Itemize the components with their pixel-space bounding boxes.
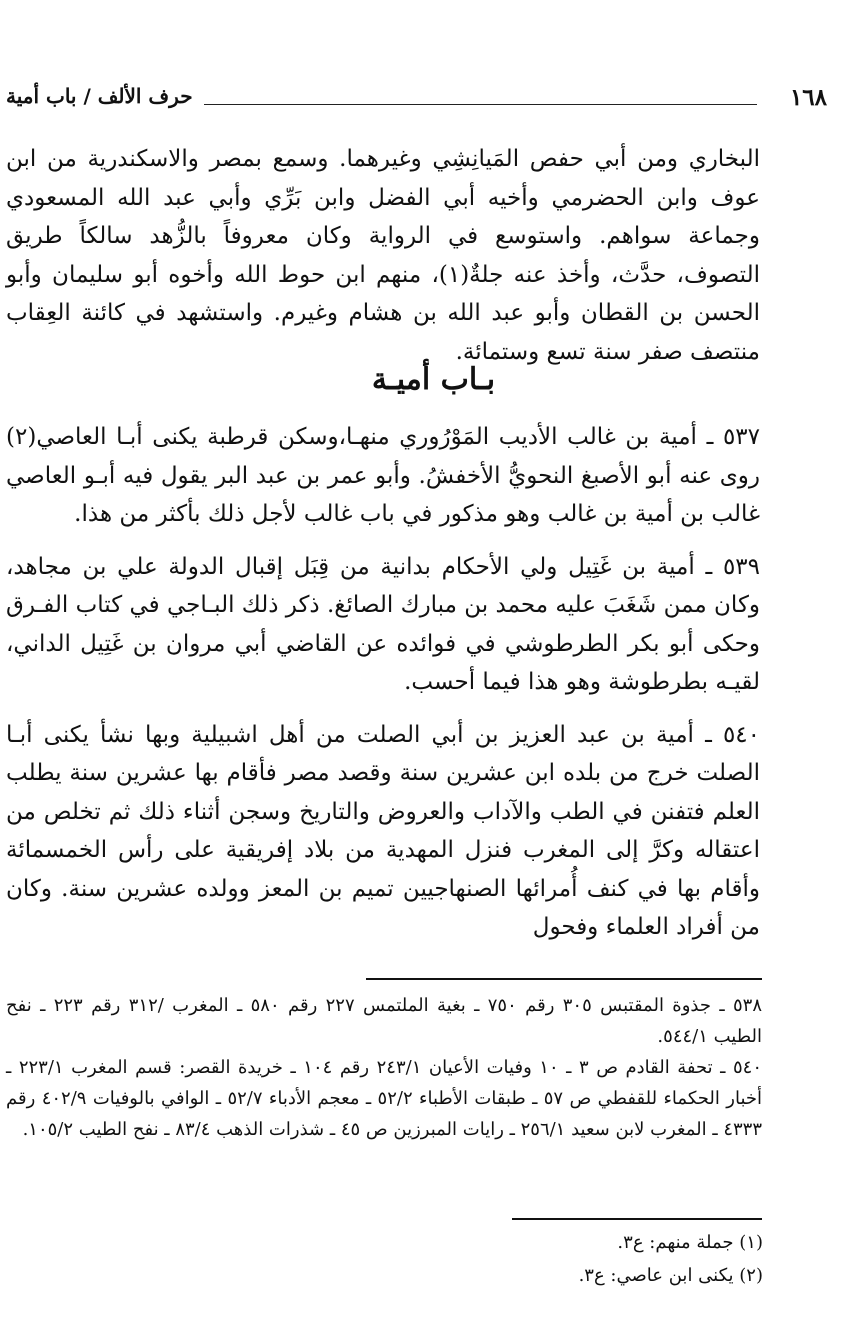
intro-text <box>6 140 760 371</box>
footnotes <box>363 1226 763 1292</box>
page-number: ١٦٨ <box>789 84 827 111</box>
header-rule <box>204 104 757 105</box>
footnote-1: (١) جملة منهم: ع٣. <box>617 1232 763 1253</box>
source-note-538: ٥٣٨ ـ جذوة المقتبس ٣٠٥ رقم ٧٥٠ ـ بغية الملتمس ٢٢٧ رقم ٥٨٠ ـ المغرب /٣١٢ رقم ٢٢٣ ـ نفح الطيب ٥٤٤/١. <box>6 995 762 1047</box>
entry-539: ٥٣٩ ـ أمية بن غَتِيل ولي الأحكام بدانية من قِبَل إقبال الدولة علي بن مجاهد، وكان ممن شَغَبَ عليه محمد بن مبارك الصائغ. ذكر ذلك البـاجي في كتاب الفـرق وحكى أبو بكر الطرطوشي في فوائده عن القاضي أبي مروان بن غَتِيل الداني، لقيـه بطرطوشة وهو هذا فيما أحسب. <box>6 553 760 695</box>
source-notes <box>6 990 762 1145</box>
notes-separator <box>366 978 762 980</box>
entry-540: ٥٤٠ ـ أمية بن عبد العزيز بن أبي الصلت من أهل اشبيلية وبها نشأ يكنى أبـا الصلت خرج من بلده ابن عشرين سنة وقصد مصر فأقام بها عشرين سنة يطلب العلم فتفنن في الطب والآداب والعروض والتاريخ وسجن أثناء ذلك ثم تخلص من اعتقاله وكرَّ إلى المغرب فنزل المهدية من بلاد إفريقية على رأس الخمسمائة وأقام بها في كنف أُمرائها الصنهاجيين تميم بن المعز وولده عشرين سنة. وكان من أفراد العلماء وفحول <box>6 721 760 940</box>
source-note-540: ٥٤٠ ـ تحفة القادم ص ٣ ـ ١٠ وفيات الأعيان ٢٤٣/١ رقم ١٠٤ ـ خريدة القصر: قسم المغرب ٢٢٣/١ ـ أخبار الحكماء للقفطي ص ٥٧ ـ طبقات الأطباء ٥٢/٢ ـ معجم الأدباء ٥٢/٧ ـ الوافي بالوفيات ٤٠٢/٩ رقم ٤٣٣٣ ـ المغرب لابن سعيد ٢٥٦/١ ـ رايات المبرزين ص ٤٥ ـ شذرات الذهب ٨٣/٤ ـ نفح الطيب ١٠٥/٢. <box>6 1057 762 1140</box>
page-header <box>0 82 867 118</box>
footnotes-separator <box>512 1218 762 1220</box>
footnote-2: (٢) يكنى ابن عاصي: ع٣. <box>578 1265 763 1286</box>
entry-537: ٥٣٧ ـ أمية بن غالب الأديب المَوْرُوري منهـا،وسكن قرطبة يكنى أبـا العاصي(٢) روى عنه أبو الأصبغ النحويُّ الأخفشُ. وأبو عمر بن عبد البر يقول فيه أبـو العاصي غالب بن أمية بن غالب وهو مذكور في باب غالب لأجل ذلك بأكثر من هذا. <box>6 424 760 527</box>
entries-text <box>6 418 760 947</box>
running-title: حرف الألف / باب أمية <box>6 84 193 108</box>
intro-paragraph: البخاري ومن أبي حفص المَيانِشِي وغيرهما. وسمع بمصر والاسكندرية من ابن عوف وابن الحضرمي وأخيه أبي الفضل وابن بَرِّي وأبي عبد الله المسعودي وجماعة سواهم. واستوسع في الرواية وكان معروفاً بالزُّهد سالكاً طريق التصوف، حدَّث، وأخذ عنه جلةٌ(١)، منهم ابن حوط الله وأخوه أبو سليمان وأبو الحسن بن القطان وأبو عبد الله بن هشام وغيرم. واستشهد في كائنة العِقاب منتصف صفر سنة تسع وستمائة. <box>6 146 760 365</box>
section-heading: بـاب أميـة <box>371 362 496 397</box>
